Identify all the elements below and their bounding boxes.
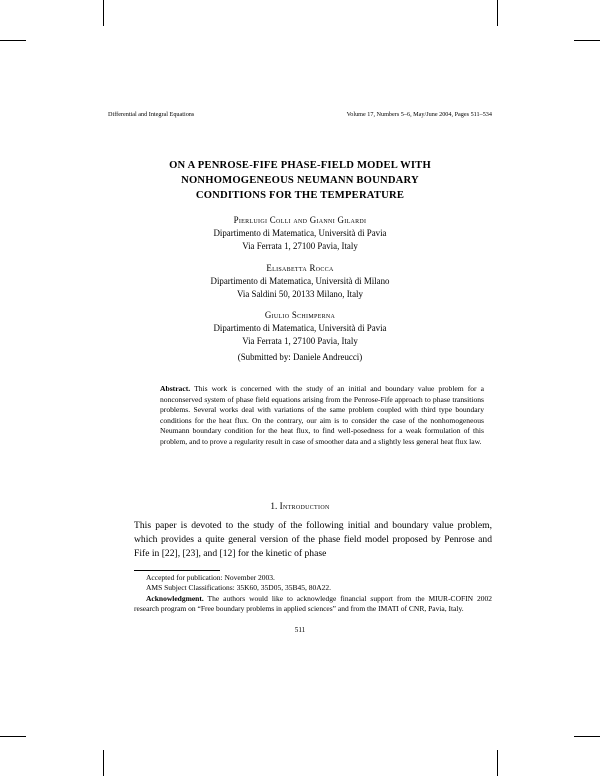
- author-name: Pierluigi Colli and Gianni Gilardi: [233, 215, 367, 225]
- footnotes: [134, 573, 492, 615]
- section-title: Introduction: [279, 501, 330, 511]
- author-affiliation: Dipartimento di Matematica, Università di Pavia: [213, 228, 387, 238]
- author-affiliation: Dipartimento di Matematica, Università di Pavia: [213, 323, 387, 333]
- crop-mark: [0, 736, 26, 737]
- author-block: [108, 309, 492, 348]
- section-heading: [108, 501, 492, 511]
- ack-text: The authors would like to acknowledge financial support from the MIUR-COFIN 2002 research program on “Free boundary problems in applied sciences” and from the IMATI of CNR, Pavia, Italy.: [134, 593, 492, 614]
- paper-title: [108, 158, 492, 203]
- footnote-accepted: Accepted for publication: November 2003.: [146, 573, 275, 582]
- abstract: [160, 384, 484, 448]
- crop-mark: [497, 750, 498, 776]
- page-number: 511: [294, 626, 306, 634]
- crop-mark: [0, 40, 26, 41]
- author-address: Via Saldini 50, 20133 Milano, Italy: [237, 289, 363, 299]
- author-name: Giulio Schimperna: [264, 310, 336, 320]
- title-line: NONHOMOGENEOUS NEUMANN BOUNDARY: [181, 175, 419, 186]
- section-number: 1.: [270, 501, 278, 511]
- footnote-ams: AMS Subject Classifications: 35K60, 35D05, 35B45, 80A22.: [146, 583, 331, 593]
- author-name: Elisabetta Rocca: [266, 263, 334, 273]
- author-affiliation: Dipartimento di Matematica, Università di Milano: [210, 276, 390, 286]
- ack-label: Acknowledgment.: [146, 593, 204, 603]
- crop-mark: [574, 40, 600, 41]
- author-block: [108, 262, 492, 301]
- title-line: CONDITIONS FOR THE TEMPERATURE: [195, 190, 405, 201]
- footnote-rule: [134, 570, 220, 571]
- title-line: ON A PENROSE-FIFE PHASE-FIELD MODEL WITH: [169, 160, 431, 171]
- submitted-by: (Submitted by: Daniele Andreucci): [237, 352, 363, 362]
- author-address: Via Ferrata 1, 27100 Pavia, Italy: [242, 241, 358, 251]
- abstract-label: Abstract.: [160, 384, 191, 393]
- author-address: Via Ferrata 1, 27100 Pavia, Italy: [242, 336, 358, 346]
- abstract-text: This work is concerned with the study of an initial and boundary value problem for a nonconserved system of phase field equations arising from the Penrose-Fife approach to phase transitions problems. Several works deal with variations of the same problem coupled with third type boundary conditions for the heat flux. On the contrary, our aim is to consider the case of the nonhomogeneous Neumann boundary condition for the heat flux, to find well-posedness for a weak formulation of this problem, and to prove a regularity result in case of smoother data and a slightly less general heat flux law.: [160, 384, 484, 446]
- footnote-acknowledgment: [134, 594, 492, 615]
- intro-paragraph: This paper is devoted to the study of the following initial and boundary value problem, which provides a quite general version of the phase field model proposed by Penrose and Fife in [22], [23], and [12] for the kinetic of phase: [134, 520, 492, 559]
- crop-mark: [103, 750, 104, 776]
- journal-name: Differential and Integral Equations: [108, 111, 195, 118]
- crop-mark: [497, 0, 498, 26]
- author-block: [108, 214, 492, 253]
- crop-mark: [574, 736, 600, 737]
- volume-info: Volume 17, Numbers 5–6, May/June 2004, Pages 511–534: [346, 111, 492, 118]
- running-header: [108, 111, 492, 118]
- crop-mark: [103, 0, 104, 26]
